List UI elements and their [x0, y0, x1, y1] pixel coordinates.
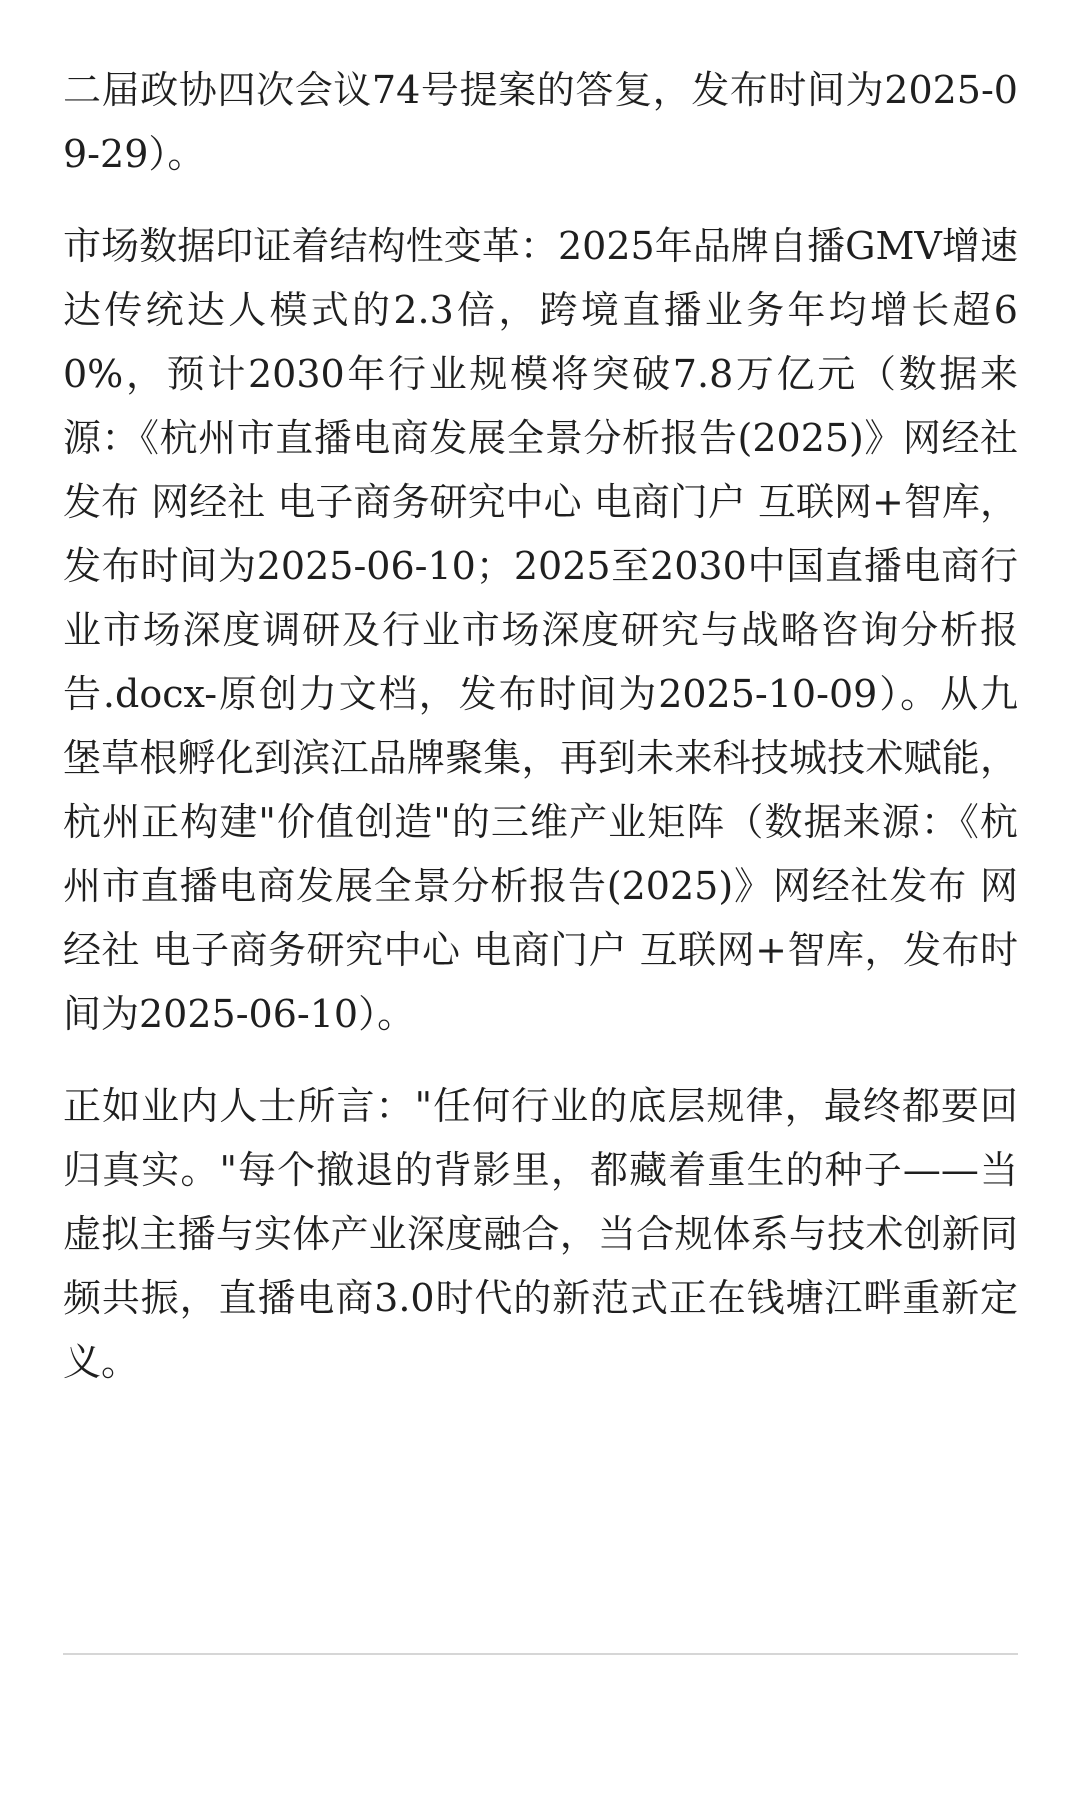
article-paragraph-3: 正如业内人士所言："任何行业的底层规律，最终都要回归真实。"每个撤退的背影里，都藏着重生的种子——当虚拟主播与实体产业深度融合，当合规体系与技术创新同频共振，直播电商3.0时代的新范式正在钱塘江畔重新定义。: [63, 1084, 1018, 1384]
article-paragraph-1: 二届政协四次会议74号提案的答复，发布时间为2025-09-29）。: [63, 68, 1018, 176]
article-body: [63, 58, 1018, 1422]
article-paragraph-2: 市场数据印证着结构性变革：2025年品牌自播GMV增速达传统达人模式的2.3倍，跨境直播业务年均增长超60%，预计2030年行业规模将突破7.8万亿元（数据来源：《杭州市直播电商发展全景分析报告(2025)》网经社发布 网经社 电子商务研究中心 电商门户 互联网+智库，发布时间为2025-06-10；2025至2030中国直播电商行业市场深度调研及行业市场深度研究与战略咨询分析报告.docx-原创力文档，发布时间为2025-10-09）。从九堡草根孵化到滨江品牌聚集，再到未来科技城技术赋能，杭州正构建"价值创造"的三维产业矩阵（数据来源：《杭州市直播电商发展全景分析报告(2025)》网经社发布 网经社 电子商务研究中心 电商门户 互联网+智库，发布时间为2025-06-10）。: [63, 224, 1018, 1036]
footer-divider: [63, 1653, 1018, 1655]
